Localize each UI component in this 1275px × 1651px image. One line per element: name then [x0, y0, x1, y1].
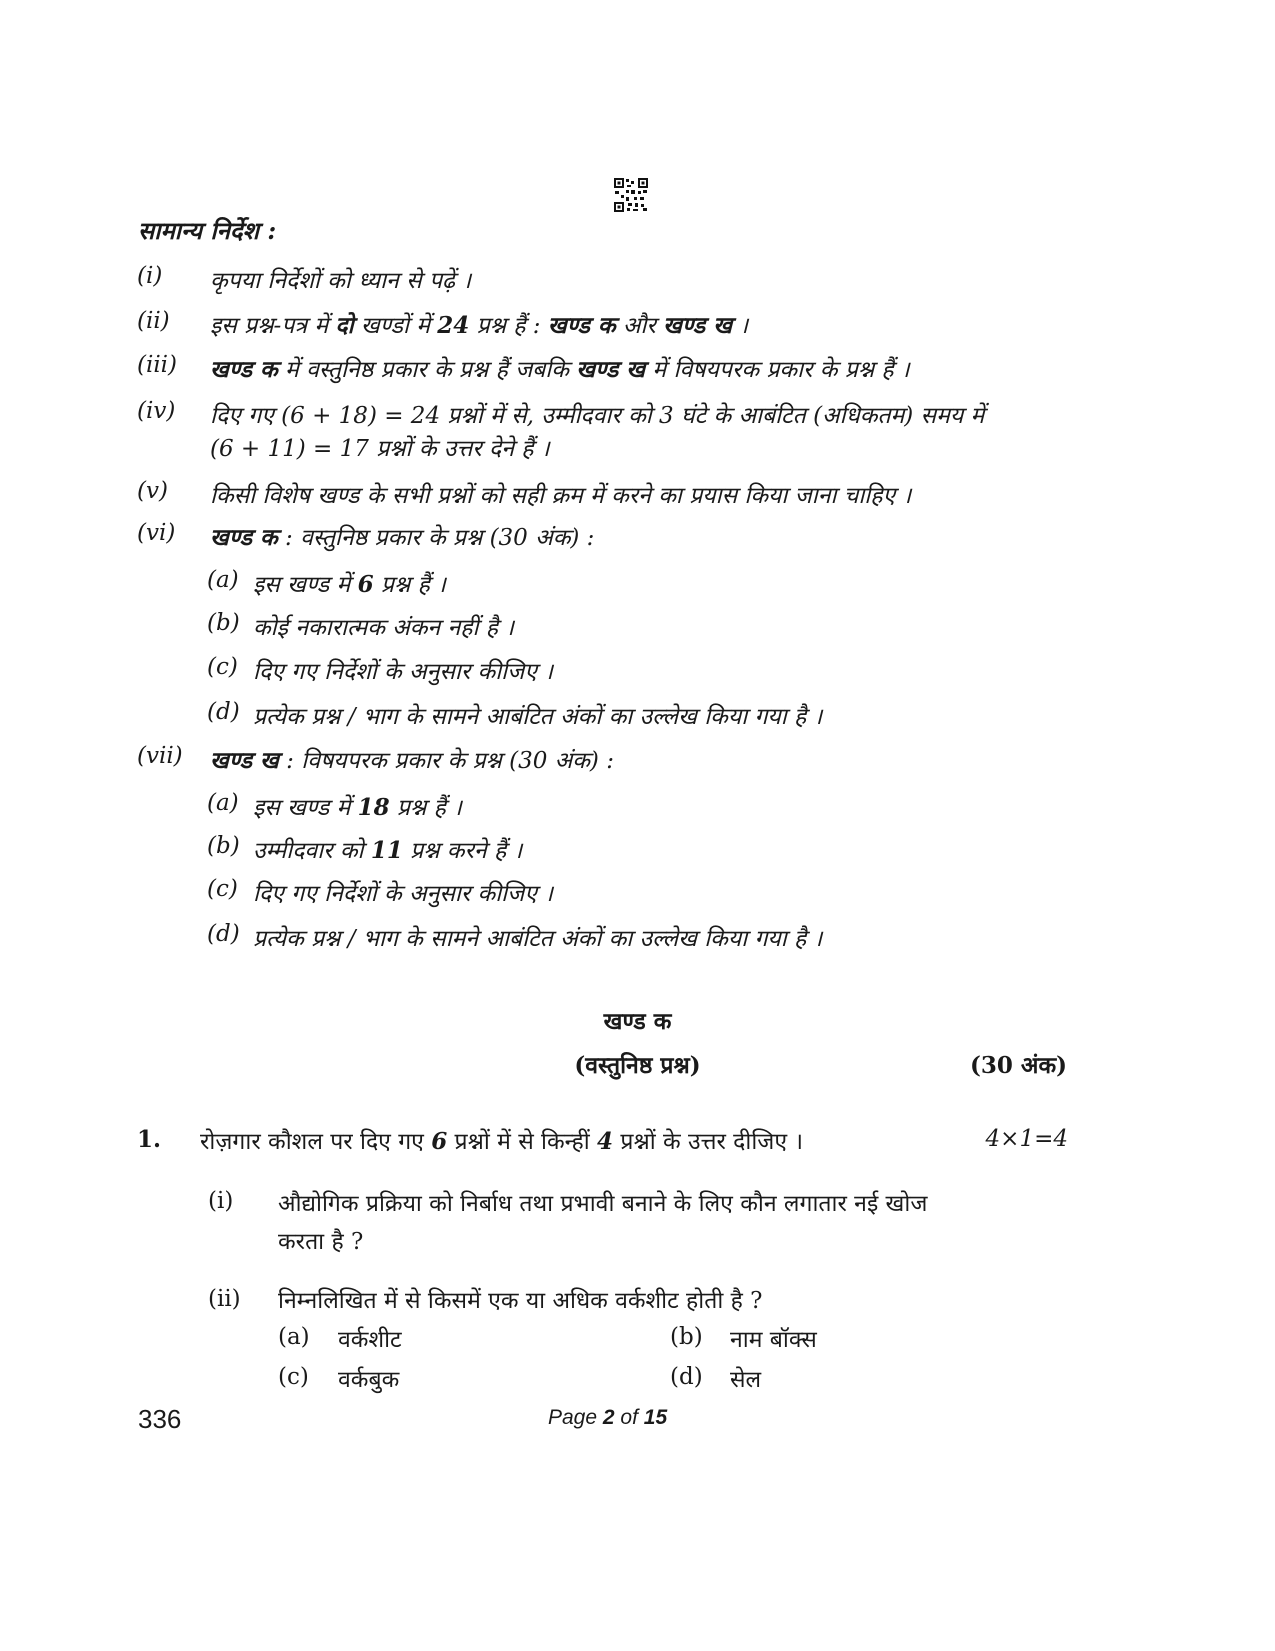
text-run: : विषयपरक प्रकार के प्रश्न (30 अंक) :	[278, 748, 614, 774]
instruction-text	[210, 478, 911, 510]
emphasis-text: 24	[437, 312, 470, 339]
sub-item-text	[253, 654, 553, 686]
sub-question-text: निम्नलिखित में से किसमें एक या अधिक वर्कशीट होती है ?	[278, 1288, 763, 1314]
sub-question-label: (i)	[208, 1188, 234, 1214]
instruction-text	[210, 308, 748, 340]
instruction-number: (iv)	[137, 398, 176, 424]
text-run: प्रश्न हैं ।	[389, 795, 462, 821]
sub-item-text	[253, 790, 462, 822]
emphasis-text: 6	[431, 1128, 448, 1155]
text-run: और	[615, 313, 664, 339]
sub-item-label: (a)	[207, 567, 239, 593]
sub-question-text: औद्योगिक प्रक्रिया को निर्बाध तथा प्रभावी बनाने के लिए कौन लगातार नई खोज	[278, 1191, 928, 1217]
option-text: सेल	[730, 1367, 762, 1393]
emphasis-text: खण्ड क	[547, 312, 616, 339]
sub-item-text	[253, 699, 822, 731]
text-run: प्रश्नों में से किन्हीं	[447, 1129, 598, 1155]
text-run: दिए गए (6 + 18) = 24 प्रश्नों में से, उम्मीदवार को 3 घंटे के आबंटित (अधिकतम) समय में	[210, 403, 985, 429]
sub-item-label: (a)	[207, 790, 239, 816]
section-marks: (30 अंक)	[969, 1052, 1067, 1079]
sub-item-label: (b)	[207, 610, 240, 636]
section-a-instruction	[210, 520, 594, 552]
question-number: 1.	[137, 1126, 162, 1153]
sub-item-text	[253, 567, 446, 599]
page-prefix: Page	[548, 1406, 603, 1429]
text-run: में वस्तुनिष्ठ प्रकार के प्रश्न हैं जबकि	[277, 357, 577, 383]
page-total: 15	[643, 1406, 668, 1429]
instruction-text	[210, 263, 471, 295]
sub-item-text	[253, 833, 522, 865]
text-run: : वस्तुनिष्ठ प्रकार के प्रश्न (30 अंक) :	[277, 525, 595, 551]
sub-item-label: (d)	[207, 699, 240, 725]
sub-item-label: (c)	[207, 654, 238, 680]
option-label: (b)	[670, 1324, 703, 1350]
emphasis-text: 6	[357, 571, 374, 598]
text-run: रोज़गार कौशल पर दिए गए	[200, 1129, 432, 1155]
section-title: खण्ड क	[603, 1008, 672, 1035]
text-run: किसी विशेष खण्ड के सभी प्रश्नों को सही क्रम में करने का प्रयास किया जाना चाहिए ।	[210, 483, 912, 509]
option-text: वर्कशीट	[338, 1327, 402, 1353]
text-run: कृपया निर्देशों को ध्यान से पढ़ें ।	[210, 268, 472, 294]
instruction-number: (ii)	[137, 308, 170, 334]
text-run: प्रत्येक प्रश्न / भाग के सामने आबंटित अंकों का उल्लेख किया गया है ।	[253, 926, 823, 952]
option-text: नाम बॉक्स	[730, 1327, 817, 1353]
sub-item-label: (d)	[207, 921, 240, 947]
instruction-text	[210, 352, 910, 384]
text-run: प्रश्न करने हैं ।	[402, 838, 523, 864]
page-of: of	[614, 1406, 644, 1429]
text-run: दिए गए निर्देशों के अनुसार कीजिए ।	[253, 881, 553, 907]
text-run: प्रश्न हैं :	[469, 313, 548, 339]
option-label: (c)	[278, 1364, 309, 1390]
sub-item-text	[253, 610, 514, 642]
text-run: दिए गए निर्देशों के अनुसार कीजिए ।	[253, 659, 553, 685]
option-text: वर्कबुक	[338, 1367, 400, 1393]
instruction-text-continued: (6 + 11) = 17 प्रश्नों के उत्तर देने हैं ।	[210, 436, 550, 462]
emphasis-text: खण्ड ख	[663, 312, 733, 339]
section-subtitle: (वस्तुनिष्ठ प्रश्न)	[574, 1052, 701, 1079]
emphasis-text: 4	[597, 1128, 614, 1155]
option-label: (a)	[278, 1324, 310, 1350]
text-run: प्रश्नों के उत्तर दीजिए ।	[613, 1129, 804, 1155]
text-run: इस खण्ड में	[253, 795, 358, 821]
section-b-instruction	[210, 743, 614, 775]
text-run: उम्मीदवार को	[253, 838, 371, 864]
text-run: खण्डों में	[353, 313, 438, 339]
sub-question-label: (ii)	[208, 1286, 241, 1312]
emphasis-text: 11	[370, 837, 403, 864]
page-indicator	[548, 1406, 667, 1430]
emphasis-text: खण्ड ख	[210, 747, 279, 774]
text-run: ।	[732, 313, 749, 339]
sub-item-label: (b)	[207, 833, 240, 859]
question-marks: 4×1=4	[985, 1126, 1068, 1152]
instruction-number: (iii)	[137, 352, 178, 378]
qr-code-icon	[614, 178, 648, 212]
sub-question-text-continued: करता है ?	[278, 1229, 364, 1255]
emphasis-text: खण्ड क	[210, 356, 278, 383]
text-run: में विषयपरक प्रकार के प्रश्न हैं ।	[645, 357, 910, 383]
option-label: (d)	[670, 1364, 703, 1390]
emphasis-text: खण्ड ख	[576, 356, 646, 383]
sub-item-label: (c)	[207, 876, 238, 902]
question-text	[200, 1124, 803, 1156]
sub-item-text	[253, 876, 553, 908]
text-run: प्रश्न हैं ।	[373, 572, 446, 598]
text-run: कोई नकारात्मक अंकन नहीं है ।	[253, 615, 514, 641]
instruction-number: (vii)	[137, 743, 183, 769]
emphasis-text: 18	[357, 794, 390, 821]
text-run: इस खण्ड में	[253, 572, 358, 598]
sub-item-text	[253, 921, 822, 953]
instructions-heading: सामान्य निर्देश :	[138, 216, 277, 245]
instruction-number: (vi)	[137, 520, 176, 546]
emphasis-text: दो	[335, 312, 354, 339]
page-number: 2	[602, 1406, 615, 1429]
text-run: प्रत्येक प्रश्न / भाग के सामने आबंटित अंकों का उल्लेख किया गया है ।	[253, 704, 823, 730]
text-run: इस प्रश्न-पत्र में	[210, 313, 336, 339]
paper-code: 336	[138, 1404, 182, 1434]
instruction-text	[210, 398, 984, 430]
instruction-number: (i)	[137, 263, 163, 289]
instruction-number: (v)	[137, 478, 168, 504]
emphasis-text: खण्ड क	[210, 524, 278, 551]
